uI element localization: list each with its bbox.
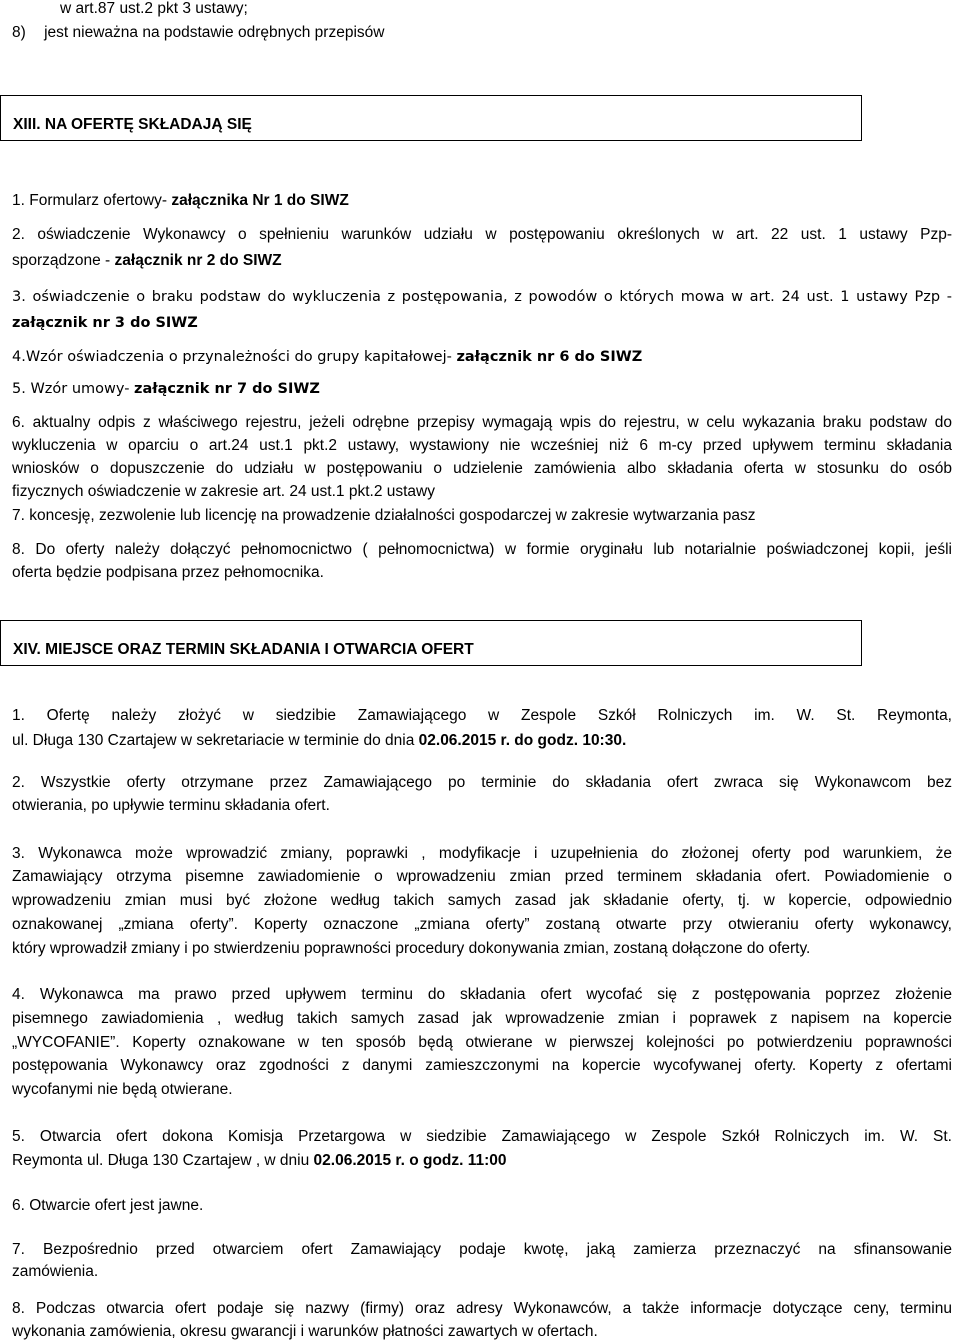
section-13-heading-box (0, 95, 862, 141)
section14-p3-line5: który wprowadził zmiany i po stwierdzeniu poprawności procedury dokonywania zmian, zostaną dołączone do oferty. (12, 940, 811, 957)
section14-p4-line4: postępowania Wykonawcy oraz zgodności z danymi zamieszczonymi na kopercie wycofywanej oferty. Koperty z ofertami (12, 1057, 952, 1074)
section14-p7-line2: zamówienia. (12, 1263, 99, 1280)
list-item-8 (12, 22, 952, 44)
section14-p5-line1: 5. Otwarcia ofert dokona Komisja Przetargowa w siedzibie Zamawiającego w Zespole Szkół Rolniczych im. W. St. (12, 1128, 952, 1145)
section14-p3-line1: 3. Wykonawca może wprowadzić zmiany, poprawki , modyfikacje i uzupełnienia do złożonej oferty pod warunkiem, że (12, 845, 952, 862)
item-text: 1. Formularz ofertowy- (12, 192, 172, 209)
section-14-heading-box (0, 620, 862, 666)
para-text: Reymonta ul. Długa 130 Czartajew , w dniu (12, 1152, 314, 1169)
section13-item-1 (12, 190, 952, 212)
opening-date: 02.06.2015 r. o godz. 11:00 (313, 1152, 507, 1169)
section13-item-4 (12, 346, 952, 368)
item-attachment: załącznik nr 7 do SIWZ (134, 381, 320, 397)
section14-p3-line4: oznakowanej „zmiana oferty”. Koperty oznaczone „zmiana oferty” zostaną otwarte przy otwieraniu oferty wykonawcy, (12, 916, 952, 933)
item-attachment: załącznika Nr 1 do SIWZ (171, 192, 349, 209)
section13-item-7: 7. koncesję, zezwolenie lub licencję na prowadzenie działalności gospodarczej w zakresie wytwarzania pasz (12, 507, 756, 524)
section14-p4-line5: wycofanymi nie będą otwierane. (12, 1081, 233, 1098)
section14-p4-line3: „WYCOFANIE”. Koperty oznakowane w ten sposób będą otwierane w pierwszej kolejności po potwierdzeniu poprawności (12, 1034, 952, 1051)
section13-item-5 (12, 378, 952, 400)
section14-p2-line1: 2. Wszystkie oferty otrzymane przez Zamawiającego po terminie do składania ofert zwraca się Wykonawcom bez (12, 774, 952, 791)
section14-p5-line2 (12, 1150, 952, 1172)
section13-item-2-line2 (12, 250, 952, 272)
section13-item-8-line2: oferta będzie podpisana przez pełnomocnika. (12, 564, 324, 581)
section13-item-6-line4: fizycznych oświadczenie w zakresie art. 24 ust.1 pkt.2 ustawy (12, 483, 435, 500)
section14-p1-line2 (12, 730, 952, 752)
section14-p2-line2: otwierania, po upływie terminu składania ofert. (12, 797, 330, 814)
section14-p7-line1: 7. Bezpośrednio przed otwarciem ofert Zamawiający podaje kwotę, jaką zamierza przeznaczyć na sfinansowanie (12, 1241, 952, 1258)
section14-p4-line1: 4. Wykonawca ma prawo przed upływem terminu do składania ofert wycofać się z postępowania poprzez złożenie (12, 986, 952, 1003)
section13-item-6-line1: 6. aktualny odpis z właściwego rejestru, jeżeli odrębne przepisy wymagają wpis do rejestru, w celu wykazania braku podstaw do (12, 414, 952, 431)
list-text: jest nieważna na podstawie odrębnych przepisów (44, 24, 385, 41)
section13-item-6-line2: wykluczenia w oparciu o art.24 ust.1 pkt.2 ustawy, wystawiony nie wcześniej niż 6 m-cy przed upływem terminu składania (12, 437, 952, 454)
section14-p3-line3: wprowadzeniu zmian musi być złożone według takich samych zasad jak składanie oferty, tj. w kopercie, odpowiednio (12, 892, 952, 909)
list-number: 8) (12, 24, 26, 41)
item-text: 5. Wzór umowy- (12, 381, 135, 397)
section14-p8-line2: wykonania zamówienia, okresu gwarancji i warunków płatności zawartych w ofertach. (12, 1323, 598, 1340)
section-14-heading: XIV. MIEJSCE ORAZ TERMIN SKŁADANIA I OTWARCIA OFERT (13, 641, 474, 658)
item-attachment: załącznik nr 2 do SIWZ (114, 252, 282, 269)
section14-p8-line1: 8. Podczas otwarcia ofert podaje się nazwy (firmy) oraz adresy Wykonawców, a także informacje dotyczące ceny, terminu (12, 1300, 952, 1317)
list-item-7-cont: w art.87 ust.2 pkt 3 ustawy; (60, 0, 248, 17)
para-text: ul. Długa 130 Czartajew w sekretariacie w terminie do dnia (12, 732, 419, 749)
item-text: 4.Wzór oświadczenia o przynależności do grupy kapitałowej- (12, 349, 457, 365)
section13-item-6-line3: wniosków o dopuszczenie do udziału w postępowaniu o udzielenie zamówienia albo składania oferta w stosunku do osób (12, 460, 952, 477)
item-attachment: załącznik nr 6 do SIWZ (456, 349, 643, 365)
section13-item-3-line1: 3. oświadczenie o braku podstaw do wykluczenia z postępowania, z powodów o których mowa w art. 24 ust. 1 ustawy Pzp - (12, 289, 952, 305)
section14-p1-line1: 1. Ofertę należy złożyć w siedzibie Zamawiającego w Zespole Szkół Rolniczych im. W. St. Reymonta, (12, 707, 952, 724)
section13-item-8-line1: 8. Do oferty należy dołączyć pełnomocnictwo ( pełnomocnictwa) w formie oryginału lub notarialnie poświadczonej kopii, jeśli (12, 541, 952, 558)
section13-item-2-line1: 2. oświadczenie Wykonawcy o spełnieniu warunków udziału w postępowaniu określonych w art. 22 ust. 1 ustawy Pzp- (12, 226, 952, 243)
section13-item-3-line2: załącznik nr 3 do SIWZ (12, 315, 198, 331)
section14-p6: 6. Otwarcie ofert jest jawne. (12, 1197, 204, 1214)
section14-p4-line2: pisemnego zawiadomienia , według takich samych zasad jak wprowadzenie zmian i poprawek z napisem na kopercie (12, 1010, 952, 1027)
section14-p3-line2: Zamawiający otrzyma pisemne zawiadomienie o wprowadzeniu zmian przed terminem składania ofert. Powiadomienie o (12, 868, 952, 885)
deadline-date: 02.06.2015 r. do godz. 10:30. (418, 732, 627, 749)
section-13-heading: XIII. NA OFERTĘ SKŁADAJĄ SIĘ (13, 116, 252, 133)
item-text: sporządzone - (12, 252, 115, 269)
